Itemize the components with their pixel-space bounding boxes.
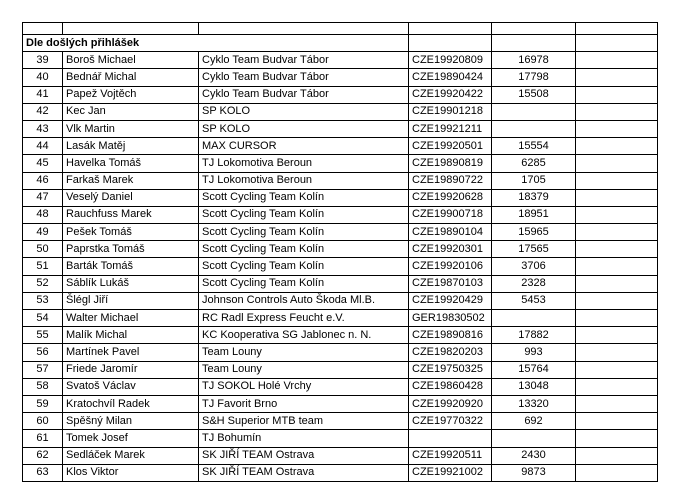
table-row xyxy=(23,206,658,223)
row-number: 51 xyxy=(23,258,63,275)
rider-name: Tomek Josef xyxy=(63,430,199,447)
empty-cell xyxy=(576,86,658,103)
points-value: 16978 xyxy=(492,52,576,69)
empty-cell xyxy=(576,206,658,223)
row-number: 46 xyxy=(23,172,63,189)
rider-name: Vlk Martin xyxy=(63,120,199,137)
registration-table xyxy=(22,22,658,482)
license-code: CZE19920809 xyxy=(409,52,492,69)
rider-name: Kec Jan xyxy=(63,103,199,120)
row-number: 44 xyxy=(23,138,63,155)
license-code: CZE19920429 xyxy=(409,292,492,309)
team-name: Cyklo Team Budvar Tábor xyxy=(199,69,409,86)
license-code: CZE19890816 xyxy=(409,327,492,344)
license-code: CZE19890424 xyxy=(409,69,492,86)
points-value: 15965 xyxy=(492,224,576,241)
team-name: Scott Cycling Team Kolín xyxy=(199,206,409,223)
empty-cell xyxy=(576,172,658,189)
rider-name: Pešek Tomáš xyxy=(63,224,199,241)
row-number: 56 xyxy=(23,344,63,361)
team-name: SK JIŘÍ TEAM Ostrava xyxy=(199,447,409,464)
table-row xyxy=(23,69,658,86)
row-number: 63 xyxy=(23,464,63,481)
rider-name: Lasák Matěj xyxy=(63,138,199,155)
points-value: 2328 xyxy=(492,275,576,292)
row-number: 49 xyxy=(23,224,63,241)
empty-cell xyxy=(576,52,658,69)
points-value: 15554 xyxy=(492,138,576,155)
rider-name: Kratochvíl Radek xyxy=(63,395,199,412)
rider-name: Veselý Daniel xyxy=(63,189,199,206)
team-name: TJ Lokomotiva Beroun xyxy=(199,172,409,189)
empty-cell xyxy=(576,241,658,258)
rider-name: Malík Michal xyxy=(63,327,199,344)
points-value: 9873 xyxy=(492,464,576,481)
license-code: CZE19921002 xyxy=(409,464,492,481)
row-number: 50 xyxy=(23,241,63,258)
empty-cell xyxy=(576,447,658,464)
table-row xyxy=(23,361,658,378)
points-value: 13048 xyxy=(492,378,576,395)
team-name: TJ Favorit Brno xyxy=(199,395,409,412)
rider-name: Farkaš Marek xyxy=(63,172,199,189)
team-name: Scott Cycling Team Kolín xyxy=(199,224,409,241)
table-row xyxy=(23,138,658,155)
empty-cell xyxy=(576,413,658,430)
empty-cell xyxy=(576,327,658,344)
rider-name: Walter Michael xyxy=(63,310,199,327)
empty-cell xyxy=(576,275,658,292)
row-number: 53 xyxy=(23,292,63,309)
points-value: 17882 xyxy=(492,327,576,344)
license-code: CZE19920920 xyxy=(409,395,492,412)
points-value: 2430 xyxy=(492,447,576,464)
team-name: KC Kooperativa SG Jablonec n. N. xyxy=(199,327,409,344)
license-code: GER19830502 xyxy=(409,310,492,327)
team-name: Cyklo Team Budvar Tábor xyxy=(199,52,409,69)
table-row xyxy=(23,327,658,344)
license-code: CZE19900718 xyxy=(409,206,492,223)
license-code: CZE19920422 xyxy=(409,86,492,103)
row-number: 45 xyxy=(23,155,63,172)
table-row xyxy=(23,464,658,481)
table-row xyxy=(23,52,658,69)
empty-cell xyxy=(576,464,658,481)
team-name: Scott Cycling Team Kolín xyxy=(199,258,409,275)
rider-name: Svatoš Václav xyxy=(63,378,199,395)
empty-cell xyxy=(576,361,658,378)
license-code: CZE19920511 xyxy=(409,447,492,464)
license-code: CZE19901218 xyxy=(409,103,492,120)
rider-name: Sedláček Marek xyxy=(63,447,199,464)
team-name: SK JIŘÍ TEAM Ostrava xyxy=(199,464,409,481)
rider-name: Barták Tomáš xyxy=(63,258,199,275)
row-number: 55 xyxy=(23,327,63,344)
row-number: 41 xyxy=(23,86,63,103)
team-name: MAX CURSOR xyxy=(199,138,409,155)
license-code: CZE19770322 xyxy=(409,413,492,430)
table-row xyxy=(23,275,658,292)
table-row xyxy=(23,430,658,447)
rider-name: Klos Viktor xyxy=(63,464,199,481)
row-number: 61 xyxy=(23,430,63,447)
rider-name: Spěšný Milan xyxy=(63,413,199,430)
rider-name: Martínek Pavel xyxy=(63,344,199,361)
team-name: S&H Superior MTB team xyxy=(199,413,409,430)
points-value xyxy=(492,103,576,120)
row-number: 52 xyxy=(23,275,63,292)
points-value: 3706 xyxy=(492,258,576,275)
rider-name: Havelka Tomáš xyxy=(63,155,199,172)
empty-cell xyxy=(576,258,658,275)
team-name: RC Radl Express Feucht e.V. xyxy=(199,310,409,327)
rider-name: Sáblík Lukáš xyxy=(63,275,199,292)
license-code xyxy=(409,430,492,447)
empty-cell xyxy=(576,155,658,172)
team-name: Scott Cycling Team Kolín xyxy=(199,241,409,258)
points-value: 993 xyxy=(492,344,576,361)
section-header-row xyxy=(23,35,658,52)
team-name: TJ Bohumín xyxy=(199,430,409,447)
points-value: 5453 xyxy=(492,292,576,309)
table-row xyxy=(23,258,658,275)
row-number: 57 xyxy=(23,361,63,378)
empty-cell xyxy=(576,138,658,155)
license-code: CZE19890104 xyxy=(409,224,492,241)
row-number: 40 xyxy=(23,69,63,86)
team-name: Scott Cycling Team Kolín xyxy=(199,189,409,206)
empty-cell xyxy=(576,69,658,86)
points-value: 1705 xyxy=(492,172,576,189)
table-row xyxy=(23,241,658,258)
table-row xyxy=(23,413,658,430)
row-number: 59 xyxy=(23,395,63,412)
team-name: Team Louny xyxy=(199,344,409,361)
points-value: 6285 xyxy=(492,155,576,172)
row-number: 42 xyxy=(23,103,63,120)
team-name: SP KOLO xyxy=(199,120,409,137)
row-number: 62 xyxy=(23,447,63,464)
license-code: CZE19920628 xyxy=(409,189,492,206)
row-number: 43 xyxy=(23,120,63,137)
table-row xyxy=(23,103,658,120)
rider-name: Paprstka Tomáš xyxy=(63,241,199,258)
points-value: 17798 xyxy=(492,69,576,86)
points-value: 692 xyxy=(492,413,576,430)
rider-name: Bednář Michal xyxy=(63,69,199,86)
table-row xyxy=(23,155,658,172)
table-row xyxy=(23,120,658,137)
row-number: 48 xyxy=(23,206,63,223)
row-number: 39 xyxy=(23,52,63,69)
row-number: 54 xyxy=(23,310,63,327)
team-name: SP KOLO xyxy=(199,103,409,120)
table-row xyxy=(23,224,658,241)
license-code: CZE19890819 xyxy=(409,155,492,172)
table-row xyxy=(23,310,658,327)
points-value: 15508 xyxy=(492,86,576,103)
table-row xyxy=(23,86,658,103)
points-value: 18951 xyxy=(492,206,576,223)
license-code: CZE19750325 xyxy=(409,361,492,378)
license-code: CZE19860428 xyxy=(409,378,492,395)
row-number: 58 xyxy=(23,378,63,395)
empty-cell xyxy=(576,378,658,395)
points-value: 18379 xyxy=(492,189,576,206)
row-number: 47 xyxy=(23,189,63,206)
points-value xyxy=(492,120,576,137)
rider-name: Rauchfuss Marek xyxy=(63,206,199,223)
license-code: CZE19920501 xyxy=(409,138,492,155)
empty-cell xyxy=(576,292,658,309)
empty-cell xyxy=(576,120,658,137)
empty-cell xyxy=(576,189,658,206)
table-row xyxy=(23,378,658,395)
table-row xyxy=(23,189,658,206)
license-code: CZE19820203 xyxy=(409,344,492,361)
team-name: TJ Lokomotiva Beroun xyxy=(199,155,409,172)
team-name: Cyklo Team Budvar Tábor xyxy=(199,86,409,103)
table-row xyxy=(23,172,658,189)
empty-cell xyxy=(576,103,658,120)
points-value: 13320 xyxy=(492,395,576,412)
points-value: 15764 xyxy=(492,361,576,378)
license-code: CZE19890722 xyxy=(409,172,492,189)
team-name: Johnson Controls Auto Škoda Ml.B. xyxy=(199,292,409,309)
license-code: CZE19921211 xyxy=(409,120,492,137)
table-row xyxy=(23,344,658,361)
spacer-row xyxy=(23,23,658,35)
empty-cell xyxy=(576,344,658,361)
empty-cell xyxy=(576,310,658,327)
license-code: CZE19920106 xyxy=(409,258,492,275)
row-number: 60 xyxy=(23,413,63,430)
points-value xyxy=(492,310,576,327)
license-code: CZE19870103 xyxy=(409,275,492,292)
table-row xyxy=(23,447,658,464)
rider-name: Papež Vojtěch xyxy=(63,86,199,103)
section-title: Dle došlých přihlášek xyxy=(23,35,409,52)
empty-cell xyxy=(576,224,658,241)
table-row xyxy=(23,395,658,412)
team-name: TJ SOKOL Holé Vrchy xyxy=(199,378,409,395)
empty-cell xyxy=(576,395,658,412)
rider-name: Boroš Michael xyxy=(63,52,199,69)
team-name: Scott Cycling Team Kolín xyxy=(199,275,409,292)
table-row xyxy=(23,292,658,309)
team-name: Team Louny xyxy=(199,361,409,378)
rider-name: Šlégl Jiří xyxy=(63,292,199,309)
license-code: CZE19920301 xyxy=(409,241,492,258)
points-value: 17565 xyxy=(492,241,576,258)
points-value xyxy=(492,430,576,447)
empty-cell xyxy=(576,430,658,447)
rider-name: Friede Jaromír xyxy=(63,361,199,378)
